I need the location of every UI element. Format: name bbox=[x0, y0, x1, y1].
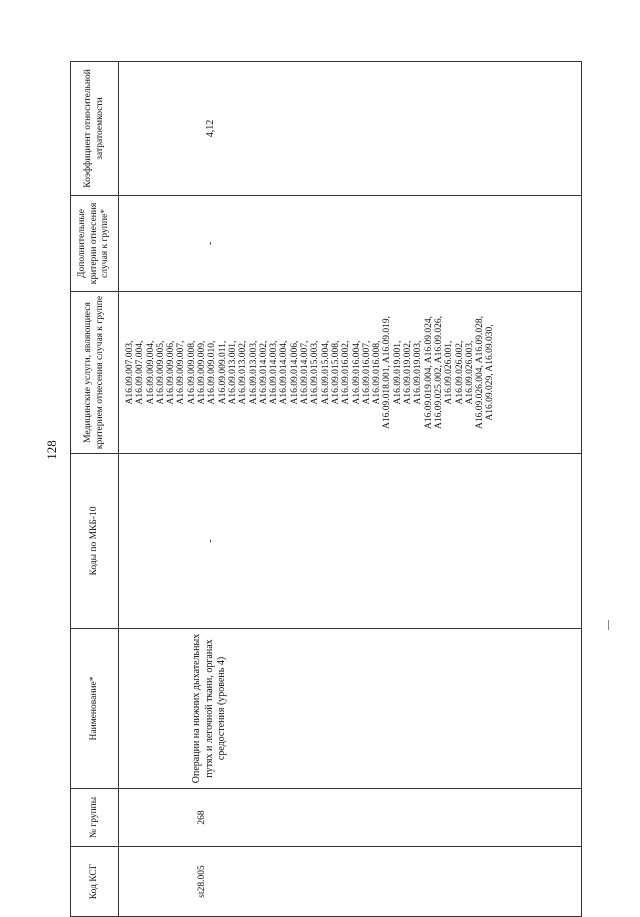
service-code: A16.09.019.003, bbox=[413, 340, 424, 405]
cell-ksg-code bbox=[119, 847, 582, 917]
ksg-table bbox=[70, 62, 582, 917]
service-code: A16.09.009.008, bbox=[186, 340, 197, 405]
table-row bbox=[119, 62, 582, 917]
extra-criteria-value: - bbox=[205, 241, 216, 246]
cell-extra-criteria bbox=[119, 196, 582, 292]
service-code: A16.09.026.004, A16.09.028, bbox=[475, 316, 486, 429]
service-code: A16.09.015.004, bbox=[320, 340, 331, 405]
header-group-number: № группы bbox=[71, 789, 119, 847]
service-code: A16.09.013.003, bbox=[248, 340, 259, 405]
cell-name bbox=[119, 629, 582, 789]
service-code: A16.09.029, A16.09.030, bbox=[485, 324, 496, 421]
header-ksg-code: Код КСГ bbox=[71, 847, 119, 917]
group-name-value: Операции на нижних дыхательных путях и легочной ткани, органах средостения (уровень 4) bbox=[191, 633, 227, 784]
cell-medical-services bbox=[119, 292, 582, 454]
service-code: A16.09.016.002, bbox=[341, 340, 352, 405]
service-code: A16.09.014.004, bbox=[279, 340, 290, 405]
service-code: A16.09.014.007, bbox=[300, 340, 311, 405]
service-code: A16.09.014.003, bbox=[269, 340, 280, 405]
group-number-value: 268 bbox=[197, 810, 207, 825]
service-code: A16.09.014.002, bbox=[258, 340, 269, 405]
header-mkb-codes: Коды по МКБ-10 bbox=[71, 454, 119, 629]
service-code: A16.09.026.002, bbox=[454, 340, 465, 405]
service-code: A16.09.009.011, bbox=[217, 340, 228, 405]
service-code: A16.09.007.003, bbox=[125, 340, 135, 405]
service-code: A16.09.026.003, bbox=[464, 340, 475, 405]
service-code: A16.09.016.004, bbox=[351, 340, 362, 405]
service-code: A16.09.009.010, bbox=[207, 340, 218, 405]
service-code: A16.09.009.004, bbox=[145, 340, 156, 405]
service-code: A16.09.014.006, bbox=[289, 340, 300, 405]
scan-artifact bbox=[608, 620, 609, 630]
cell-mkb-codes bbox=[119, 454, 582, 629]
mkb-codes-value: - bbox=[205, 539, 216, 543]
service-code: A16.09.018.001, A16.09.019, bbox=[382, 316, 393, 429]
service-code: A16.09.009.005, bbox=[155, 340, 166, 405]
cell-coefficient bbox=[119, 62, 582, 196]
service-code: A16.09.015.008, bbox=[330, 340, 341, 405]
service-code: A16.09.013.002, bbox=[238, 340, 249, 405]
service-code: A16.09.016.008, bbox=[372, 340, 383, 405]
header-coefficient: Коэффициент относительной затратоемкости bbox=[71, 62, 119, 196]
service-code: A16.09.013.001, bbox=[227, 340, 238, 405]
service-code: A16.09.026.001, bbox=[444, 340, 455, 405]
service-code: A16.09.025.002, A16.09.026, bbox=[433, 316, 444, 429]
table-header-row bbox=[71, 62, 119, 917]
service-code: A16.09.019.002, bbox=[403, 340, 414, 405]
service-code: A16.09.019.004, A16.09.024, bbox=[423, 316, 434, 429]
coefficient-value: 4,12 bbox=[205, 119, 216, 138]
header-extra-criteria: Дополнительные критерии отнесения случая к группе* bbox=[71, 196, 119, 292]
header-medical-services: Медицинские услуги, являющиеся критерием отнесения случая к группе bbox=[71, 292, 119, 454]
service-code: A16.09.015.003, bbox=[310, 340, 321, 405]
service-code-list bbox=[119, 292, 496, 453]
ksg-code-value: st28.005 bbox=[197, 865, 207, 898]
service-code: A16.09.009.009, bbox=[197, 340, 208, 405]
page-number: 128 bbox=[44, 440, 59, 460]
service-code: A16.09.007.004, bbox=[135, 340, 146, 405]
header-name: Наименование* bbox=[71, 629, 119, 789]
service-code: A16.09.009.006, bbox=[166, 340, 177, 405]
service-code: A16.09.019.001, bbox=[392, 340, 403, 405]
service-code: A16.09.016.007, bbox=[361, 340, 372, 405]
cell-group-number bbox=[119, 789, 582, 847]
service-code: A16.09.009.007, bbox=[176, 340, 187, 405]
